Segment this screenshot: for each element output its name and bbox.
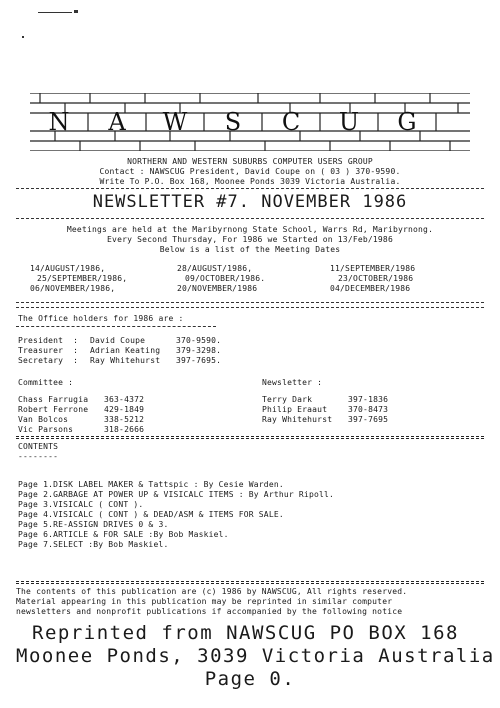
reprint-line-2: Moonee Ponds, 3039 Victoria Australia: [16, 645, 495, 667]
contents-item: Page 5.RE-ASSIGN DRIVES 0 & 3.: [18, 520, 169, 529]
office-heading: The Office holders for 1986 are :: [18, 314, 184, 323]
banner-letter: W: [162, 108, 188, 136]
copyright-line-1: The contents of this publication are (c) 1986 by NAWSCUG, All rights reserved.: [16, 587, 408, 596]
divider: [16, 302, 484, 303]
banner-letter: U: [338, 108, 360, 136]
newsletter-title: NEWSLETTER #7. NOVEMBER 1986: [92, 192, 408, 212]
meetings-line-2: Every Second Thursday, For 1986 we Started on 13/Feb/1986: [107, 235, 393, 244]
banner-letter: S: [224, 108, 242, 136]
office-phone: 397-7695.: [176, 356, 222, 365]
divider: [16, 218, 484, 219]
contents-heading: CONTENTS: [18, 442, 59, 451]
page-number: Page 0.: [204, 668, 296, 690]
office-role: Secretary :: [18, 356, 84, 365]
contents-underline: --------: [18, 452, 59, 461]
copyright-line-3: newsletters and nonprofit publications if accompanied by the following notice: [16, 607, 403, 616]
committee-heading: Committee :: [18, 378, 74, 387]
divider: [16, 326, 216, 327]
newsletter-name: Philip Eraaut: [262, 405, 328, 414]
newsletter-heading: Newsletter :: [262, 378, 323, 387]
newsletter-phone: 370-8473: [348, 405, 389, 414]
committee-phone: 429-1849: [104, 405, 145, 414]
office-name: Ray Whitehurst: [90, 356, 161, 365]
scan-speck: [22, 36, 24, 38]
contents-item: Page 1.DISK LABEL MAKER & Tattspic : By Cesie Warden.: [18, 480, 284, 489]
contents-item: Page 4.VISICALC ( CONT ) & DEAD/ASM & ITEMS FOR SALE.: [18, 510, 284, 519]
banner-letter: G: [397, 108, 417, 136]
contact-line: Contact : NAWSCUG President, David Coupe on ( 03 ) 370-9590.: [99, 167, 401, 176]
newsletter-name: Terry Dark: [262, 395, 313, 404]
meeting-date: 11/SEPTEMBER/1986: [330, 264, 416, 273]
newsletter-phone: 397-7695: [348, 415, 389, 424]
office-phone: 379-3298.: [176, 346, 222, 355]
double-divider: [16, 436, 484, 439]
contents-item: Page 7.SELECT :By Bob Maskiel.: [18, 540, 169, 549]
scan-speck: [38, 12, 72, 13]
contents-item: Page 3.VISICALC ( CONT ).: [18, 500, 144, 509]
committee-name: Vic Parsons: [18, 425, 74, 434]
office-name: Adrian Keating: [90, 346, 161, 355]
meeting-date: 28/AUGUST/1986,: [177, 264, 253, 273]
office-phone: 370-9590.: [176, 336, 222, 345]
meeting-date: 14/AUGUST/1986,: [30, 264, 106, 273]
office-name: David Coupe: [90, 336, 146, 345]
contents-item: Page 2.GARBAGE AT POWER UP & VISICALC ITEMS : By Arthur Ripoll.: [18, 490, 335, 499]
newsletter-phone: 397-1836: [348, 395, 389, 404]
committee-name: Chass Farrugia: [18, 395, 89, 404]
office-role: Treasurer :: [18, 346, 84, 355]
divider: [16, 307, 484, 308]
committee-phone: 363-4372: [104, 395, 145, 404]
double-divider: [16, 581, 484, 584]
banner-letter: C: [281, 108, 301, 136]
copyright-line-2: Material appearing in this publication may be reprinted in similar computer: [16, 597, 393, 606]
meetings-line-1: Meetings are held at the Maribyrnong State School, Warrs Rd, Maribyrnong.: [66, 225, 434, 234]
nawscug-banner-logo: [30, 93, 470, 151]
committee-phone: 338-5212: [104, 415, 145, 424]
meetings-line-3: Below is a list of the Meeting Dates: [159, 245, 341, 254]
committee-name: Van Bolcos: [18, 415, 69, 424]
meeting-date: 23/OCTOBER/1986: [338, 274, 414, 283]
meeting-date: 04/DECEMBER/1986: [330, 284, 411, 293]
meeting-date: 09/OCTOBER/1986.: [185, 274, 266, 283]
meeting-date: 20/NOVEMBER/1986: [177, 284, 258, 293]
divider: [16, 188, 484, 189]
banner-letter: N: [48, 108, 70, 136]
committee-name: Robert Ferrone: [18, 405, 89, 414]
scan-speck: [74, 10, 78, 13]
committee-phone: 318-2666: [104, 425, 145, 434]
reprint-line-1: Reprinted from NAWSCUG PO BOX 168: [32, 622, 459, 644]
office-role: President :: [18, 336, 84, 345]
group-name: NORTHERN AND WESTERN SUBURBS COMPUTER USERS GROUP: [127, 157, 373, 166]
meeting-date: 06/NOVEMBER/1986,: [30, 284, 116, 293]
address-line: Write To P.O. Box 168, Moonee Ponds 3039 Victoria Australia.: [99, 177, 401, 186]
newsletter-name: Ray Whitehurst: [262, 415, 333, 424]
contents-item: Page 6.ARTICLE & FOR SALE :By Bob Maskiel.: [18, 530, 229, 539]
meeting-date: 25/SEPTEMBER/1986,: [37, 274, 128, 283]
banner-letter: A: [108, 108, 126, 136]
